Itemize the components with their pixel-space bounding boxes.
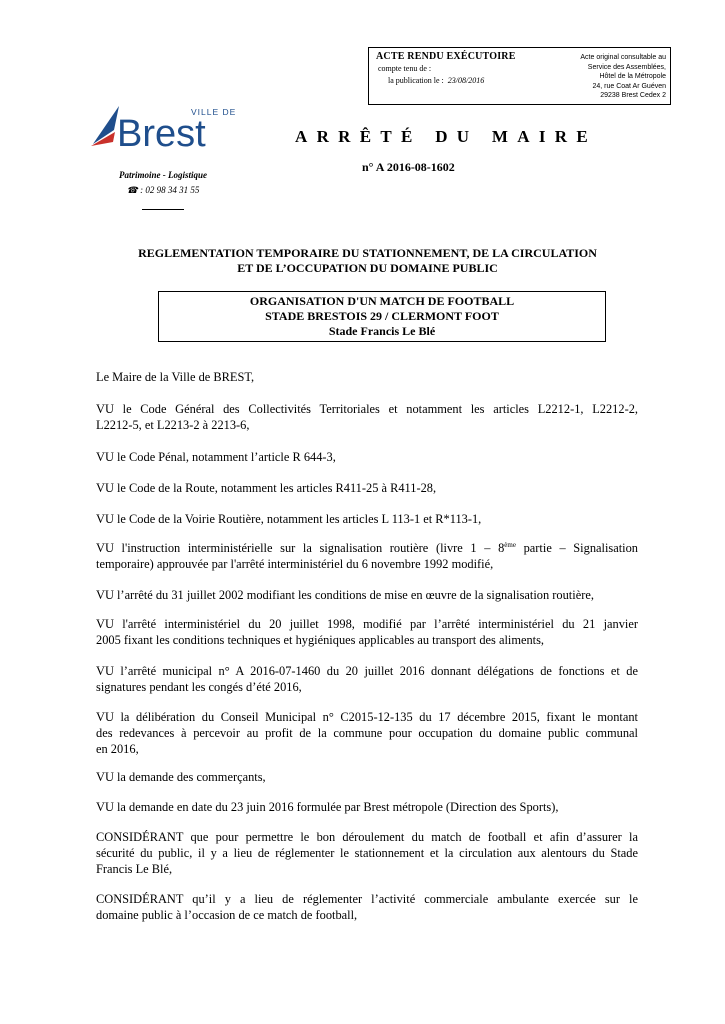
text-part: VU l'instruction interministérielle sur la signalisation routière (livre 1 – 8: [96, 541, 505, 555]
text-line: VU l'arrêté interministériel du 20 juillet 1998, modifié par l’arrêté interministériel du 21 janvier: [96, 617, 638, 631]
text-line: VU le Code de la Route, notamment les articles R411-25 à R411-28,: [96, 481, 437, 495]
text-line: [96, 540, 638, 556]
executoire-info: [376, 51, 571, 85]
service-name: Patrimoine - Logistique: [118, 170, 207, 180]
divider: [142, 209, 184, 210]
regulation-heading: [100, 246, 635, 276]
match-line: Stade Francis Le Blé: [328, 324, 436, 338]
text-line: VU le Code Pénal, notamment l’article R 644-3,: [96, 450, 336, 464]
page-title: ARRÊTÉ DU MAIRE: [295, 127, 597, 146]
consult-line: Hôtel de la Métropole: [599, 73, 666, 80]
text-line: 2005 fixant les conditions techniques et hygiéniques applicables au transport des aliments,: [96, 633, 545, 647]
consult-line: 29238 Brest Cedex 2: [600, 92, 666, 99]
text-line: sécurité du public, il y a lieu de réglementer le stationnement et la circulation aux alentours du Stade: [96, 846, 638, 860]
regulation-line: ET DE L’OCCUPATION DU DOMAINE PUBLIC: [237, 261, 498, 275]
text-line: VU le Code Général des Collectivités Territoriales et notamment les articles L2212-1, L2212-2,: [96, 402, 638, 416]
text-line: signatures pendant les congés d’été 2016,: [96, 680, 302, 694]
text-line: VU la délibération du Conseil Municipal n° C2015-12-135 du 17 décembre 2015, fixant le montant: [96, 710, 638, 724]
text-line: domaine public à l’occasion de ce match de football,: [96, 908, 358, 922]
paragraph-vu-code-route: [96, 480, 638, 496]
logo-small-text: VILLE DE: [191, 107, 237, 117]
executoire-publication: [388, 76, 571, 85]
text-line: des redevances à percevoir au profit de la commune pour occupation du domaine public communal: [96, 726, 638, 740]
executoire-subtitle: compte tenu de :: [378, 64, 432, 73]
paragraph-vu-code-voirie: [96, 511, 638, 527]
phone-icon: ☎: [126, 185, 138, 195]
paragraph-vu-deliberation: [96, 709, 638, 757]
publication-label: la publication le :: [388, 76, 444, 85]
paragraph-considerant-commerce: [96, 891, 638, 923]
regulation-line: REGLEMENTATION TEMPORAIRE DU STATIONNEMENT, DE LA CIRCULATION: [138, 246, 597, 260]
match-line: ORGANISATION D'UN MATCH DE FOOTBALL: [249, 294, 515, 308]
text-line: en 2016,: [96, 742, 139, 756]
text-line: VU le Code de la Voirie Routière, notamment les articles L 113-1 et R*113-1,: [96, 512, 482, 526]
text-line: temporaire) approuvée par l'arrêté interministériel du 6 novembre 1992 modifié,: [96, 557, 494, 571]
arrete-number: n° A 2016-08-1602: [362, 160, 455, 174]
executoire-title: ACTE RENDU EXÉCUTOIRE: [376, 51, 516, 62]
text-line: VU l’arrêté du 31 juillet 2002 modifiant les conditions de mise en œuvre de la signalisation routière,: [96, 588, 594, 602]
text-line: VU la demande des commerçants,: [96, 770, 266, 784]
publication-date: 23/08/2016: [447, 76, 485, 85]
consultation-address: [566, 53, 666, 101]
superscript: ème: [504, 541, 516, 549]
executoire-box: [368, 47, 671, 105]
paragraph-considerant-securite: [96, 829, 638, 877]
text-line: CONSIDÉRANT qu’il y a lieu de réglementer l’activité commerciale ambulante exercée sur le: [96, 892, 638, 906]
paragraph-intro: [96, 369, 638, 385]
text-part: partie – Signalisation: [515, 541, 638, 555]
paragraph-vu-cgct: [96, 401, 638, 433]
match-box: [158, 291, 606, 342]
paragraph-vu-arrete-municipal: [96, 663, 638, 695]
paragraph-vu-arrete-1998: [96, 616, 638, 648]
text-line: Francis Le Blé,: [96, 862, 173, 876]
consult-line: 24, rue Coat Ar Guéven: [592, 82, 666, 90]
paragraph-vu-code-penal: [96, 449, 638, 465]
logo-name-text: Brest: [117, 113, 206, 155]
service-phone: ☎ : 02 98 34 31 55: [126, 185, 200, 195]
ville-de-brest-logo: [91, 104, 237, 155]
text-line: VU la demande en date du 23 juin 2016 formulée par Brest métropole (Direction des Sports),: [96, 800, 559, 814]
text-line: CONSIDÉRANT que pour permettre le bon déroulement du match de football et afin d’assurer la: [96, 830, 638, 844]
paragraph-vu-arrete-2002: [96, 587, 638, 603]
text-line: VU l’arrêté municipal n° A 2016-07-1460 du 20 juillet 2016 donnant délégations de fonctions et de: [96, 664, 638, 678]
paragraph-vu-instruction: [96, 540, 638, 572]
text-line: Le Maire de la Ville de BREST,: [96, 370, 255, 384]
paragraph-vu-demande: [96, 799, 638, 815]
text-line: L2212-5, et L2213-2 à 2213-6,: [96, 418, 250, 432]
phone-number: 02 98 34 31 55: [145, 185, 200, 195]
paragraph-vu-commercants: [96, 769, 638, 785]
match-line: STADE BRESTOIS 29 / CLERMONT FOOT: [265, 309, 499, 323]
consult-line: Acte original consultable au: [580, 54, 666, 61]
consult-line: Service des Assemblées,: [587, 63, 666, 71]
